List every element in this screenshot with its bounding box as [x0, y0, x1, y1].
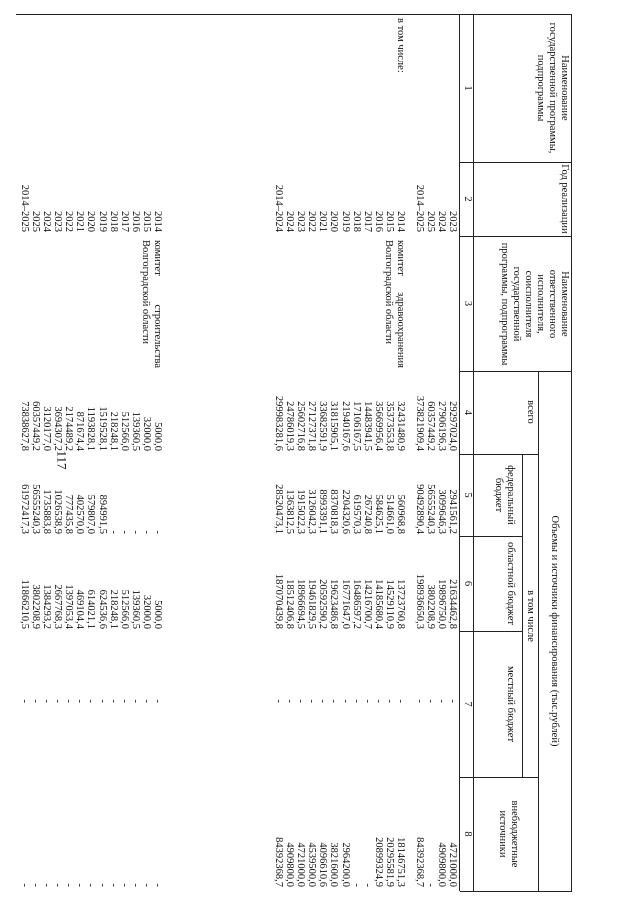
section1-year: 2014–2025	[413, 184, 425, 232]
section3-extra: -	[118, 883, 130, 887]
section2-local: -	[295, 699, 307, 703]
section1-regional: 19896750,0	[435, 579, 447, 629]
section3-local: -	[129, 699, 141, 703]
section3-total: 3694307,2	[52, 406, 64, 451]
section1-extra: 84392368,7	[413, 837, 425, 887]
section2-year: 2019	[339, 211, 351, 232]
section3-year: 2021	[74, 211, 86, 232]
col-number-row-border	[459, 14, 460, 891]
section3-total-col	[19, 371, 163, 451]
section3-years	[19, 162, 163, 232]
section3-total: 73838627,8	[18, 401, 30, 451]
table-top-border	[571, 14, 572, 891]
section2-federal-col	[273, 454, 406, 534]
section2-federal: 3126042,3	[306, 489, 318, 534]
section3-total: 218248,1	[107, 411, 119, 451]
section3-year: 2019	[96, 211, 108, 232]
section2-local: -	[306, 699, 318, 703]
section3-regional: 218248,1	[107, 589, 119, 629]
section3-regional: 139360,5	[129, 589, 141, 629]
section2-year: 2016	[372, 211, 384, 232]
section1-years	[414, 162, 458, 232]
section3-year: 2020	[85, 211, 97, 232]
section2-regional-col	[273, 536, 406, 629]
section3-extra: -	[129, 883, 141, 887]
section2-total: 14483941,5	[361, 401, 373, 451]
section2-extra: 4721000,0	[295, 842, 307, 887]
section3-extra: -	[41, 883, 53, 887]
section2-local: -	[284, 699, 296, 703]
section3-total: 3120177,0	[41, 406, 53, 451]
section3-regional: 1384293,2	[41, 584, 53, 629]
section2-regional: 19623486,8	[328, 579, 340, 629]
section2-years	[273, 162, 406, 232]
section3-federal: 61972417,3	[18, 484, 30, 534]
col-number-3: 3	[462, 300, 473, 307]
section2-year: 2014	[395, 211, 406, 232]
section3-extra-col	[19, 777, 163, 887]
section2-total: 24786019,3	[284, 401, 296, 451]
section2-regional: 20592590,2	[317, 579, 329, 629]
section1-local: -	[424, 699, 436, 703]
section2-federal: 1363812,5	[284, 489, 296, 534]
section1-regional: 3802208,9	[424, 584, 436, 629]
section3-year: 2015	[140, 211, 152, 232]
section2-year: 2024	[284, 211, 296, 232]
section3-local: -	[63, 699, 75, 703]
header-regional: областной бюджет	[505, 542, 516, 625]
section1-federal: 56555240,3	[424, 484, 436, 534]
table-left-border	[460, 14, 572, 15]
section3-regional: 3802208,9	[29, 584, 41, 629]
section2-extra: 4539500,0	[306, 842, 318, 887]
section1-local: -	[413, 699, 425, 703]
section3-local: -	[118, 699, 130, 703]
section1-local-col	[414, 631, 458, 703]
section3-extra: -	[107, 883, 119, 887]
section2-year: 2017	[361, 211, 373, 232]
header-extra: внебюджетные источники	[497, 800, 520, 868]
section2-extra: -	[361, 883, 373, 887]
section3-local: -	[140, 699, 152, 703]
section2-local: -	[328, 699, 340, 703]
section3-federal: 579807,0	[85, 494, 97, 534]
section2-total: 17106167,5	[350, 401, 362, 451]
section2-federal: 28520473,1	[272, 484, 284, 534]
funding-group-divider	[538, 371, 539, 891]
section3-local: -	[18, 699, 30, 703]
section2-regional: 19461829,5	[306, 579, 318, 629]
col-number-6: 6	[462, 580, 473, 587]
section3-local: -	[29, 699, 41, 703]
section1-year: 2025	[424, 211, 436, 232]
header-funding-group: Объемы и источники финансирования (тыс.рублей)	[549, 515, 560, 747]
section3-total: 5000,0	[152, 422, 163, 451]
header-total: всего	[525, 400, 536, 424]
section2-federal: 1915022,3	[295, 489, 307, 534]
section2-regional: 14216700,7	[361, 579, 373, 629]
section2-extra: -	[350, 883, 362, 887]
section3-extra: -	[63, 883, 75, 887]
section2-regional: 14529110,9	[383, 579, 395, 629]
section3-total: 60357449,2	[29, 401, 41, 451]
section3-local: -	[152, 699, 163, 703]
header-incl: в том числе	[525, 590, 536, 642]
section1-total: 29297024,0	[447, 401, 458, 451]
section3-local: -	[74, 699, 86, 703]
section3-total: 1519528,1	[96, 406, 108, 451]
section1-total: 27906196,3	[435, 401, 447, 451]
section3-regional: 469104,4	[74, 589, 86, 629]
section2-total: 32431480,9	[395, 401, 406, 451]
section3-total: 139360,5	[129, 411, 141, 451]
section2-total: 25602716,8	[295, 401, 307, 451]
section2-federal: 514661,0	[383, 494, 395, 534]
col-divider-2	[460, 236, 572, 237]
header-bottom-border	[473, 14, 474, 891]
section1-federal: 3099646,3	[435, 489, 447, 534]
section1-federal-col	[414, 454, 458, 534]
col-number-8: 8	[462, 831, 473, 837]
section2-year: 2020	[328, 211, 340, 232]
section1-year: 2024	[435, 211, 447, 232]
section3-regional: 512566,0	[118, 589, 130, 629]
section3-year: 2016	[129, 211, 141, 232]
col-number-1: 1	[462, 85, 473, 91]
section3-extra: -	[52, 883, 64, 887]
section2-local: -	[383, 699, 395, 703]
section2-total: 299983281,6	[272, 395, 284, 451]
section3-extra: -	[18, 883, 30, 887]
section3-federal: 1026538,9	[52, 489, 64, 534]
section2-federal: 8993391,1	[317, 489, 329, 534]
section1-extra-col	[414, 777, 458, 887]
section3-federal: -	[129, 530, 141, 534]
section1-federal: 90492890,4	[413, 484, 425, 534]
section2-local: -	[350, 699, 362, 703]
section3-year: 2014	[152, 211, 163, 232]
section2-extra: 4909800,0	[284, 842, 296, 887]
section3-federal: 1735883,8	[41, 489, 53, 534]
section2-regional: 16486597,2	[350, 579, 362, 629]
section3-federal: 777435,8	[63, 494, 75, 534]
section1-federal: 2941561,2	[447, 489, 458, 534]
section3-extra: -	[29, 883, 41, 887]
section2-regional: 16771647,0	[339, 579, 351, 629]
funding-table	[16, 14, 572, 894]
section1-extra: -	[424, 883, 436, 887]
col-divider-3	[460, 371, 572, 372]
section3-local: -	[52, 699, 64, 703]
section2-year: 2021	[317, 211, 329, 232]
section3-total: 2174489,2	[63, 406, 75, 451]
section3-total: 32000,0	[140, 416, 152, 451]
section2-total: 35669956,4	[372, 401, 384, 451]
section1-local: -	[435, 699, 447, 703]
section1-extra: 4721000,0	[447, 842, 458, 887]
col-divider-1	[460, 162, 572, 163]
section3-federal: -	[107, 530, 119, 534]
section2-federal: 8370818,3	[328, 489, 340, 534]
section3-regional: 32000,0	[140, 594, 152, 629]
section3-year: 2018	[107, 211, 119, 232]
section3-federal: 402570,0	[74, 494, 86, 534]
section3-regional-col	[19, 536, 163, 629]
section1-year: 2023	[447, 211, 458, 232]
section2-regional: 18966694,5	[295, 579, 307, 629]
section1-total-col	[414, 371, 458, 451]
header-federal: федеральный бюджет	[493, 465, 516, 525]
section1-total: 60357449,2	[424, 401, 436, 451]
section2-extra: 84392368,7	[272, 837, 284, 887]
section3-regional: 5000,0	[152, 600, 163, 629]
page-number: 117	[54, 450, 70, 470]
section2-local: -	[372, 699, 384, 703]
section1-extra: 4909800,0	[435, 842, 447, 887]
section3-total: 1193828,1	[85, 406, 97, 451]
section3-executor: комитет строительства Волгоградской области	[140, 240, 163, 368]
section2-extra: 20295581,9	[383, 837, 395, 887]
section2-total: 33682591,9	[317, 401, 329, 451]
section3-year: 2017	[118, 211, 130, 232]
section3-year: 2024	[41, 211, 53, 232]
col-number-4: 4	[462, 409, 473, 416]
section2-year: 2014–2024	[272, 184, 284, 232]
section2-federal: 619570,3	[350, 494, 362, 534]
section2-federal: 560968,8	[395, 494, 406, 534]
section3-extra: -	[74, 883, 86, 887]
section3-federal: -	[118, 530, 130, 534]
section3-regional: 2667768,3	[52, 584, 64, 629]
section3-year: 2022	[63, 211, 75, 232]
section2-extra: 2964200,0	[339, 842, 351, 887]
section2-regional: 14185680,4	[372, 579, 384, 629]
section2-local: -	[317, 699, 329, 703]
section2-local: -	[395, 699, 406, 703]
section2-regional: 13723760,8	[395, 579, 406, 629]
section3-federal: -	[140, 530, 152, 534]
section3-year: 2025	[29, 211, 41, 232]
section1-regional: 198936650,3	[413, 573, 425, 629]
section3-regional: 624536,6	[96, 589, 108, 629]
section2-local: -	[339, 699, 351, 703]
section3-regional: 614021,1	[85, 589, 97, 629]
col-number-7: 7	[462, 701, 473, 707]
section2-year: 2023	[295, 211, 307, 232]
section2-total-col	[273, 371, 406, 451]
section3-federal: 894991,5	[96, 494, 108, 534]
section2-federal: 584625,1	[372, 494, 384, 534]
section1-regional-col	[414, 536, 458, 629]
section2-local: -	[361, 699, 373, 703]
header-program-name: Наименование государственной программы, подпрограммы	[535, 22, 570, 154]
section3-regional: 11866210,5	[18, 579, 30, 629]
section3-total: 512566,0	[118, 411, 130, 451]
section2-extra: 20899324,9	[372, 837, 384, 887]
section3-local: -	[96, 699, 108, 703]
section3-extra: -	[96, 883, 108, 887]
section2-regional: 187070439,8	[272, 573, 284, 629]
section3-extra: -	[140, 883, 152, 887]
section1-regional: 21634462,8	[447, 579, 458, 629]
section3-local: -	[41, 699, 53, 703]
section3-federal-col	[19, 454, 163, 534]
section2-extra: 3821600,0	[328, 842, 340, 887]
section2-total: 31815905,1	[328, 401, 340, 451]
section3-year: 2014–2025	[18, 184, 30, 232]
section3-regional: 1397053,4	[63, 584, 75, 629]
section2-federal: 2204320,6	[339, 489, 351, 534]
section2-label: в том числе:	[395, 18, 406, 73]
section3-extra: -	[152, 883, 163, 887]
section2-total: 21940167,6	[339, 401, 351, 451]
section2-extra: 4096610,6	[317, 842, 329, 887]
section2-local: -	[272, 699, 284, 703]
section3-federal: -	[152, 530, 163, 534]
section3-total: 871674,4	[74, 411, 86, 451]
header-executor: Наименование ответственного исполнителя, соисполнителя государственной программы, подпрограммы	[499, 242, 570, 366]
section1-local: -	[447, 699, 458, 703]
section2-federal: 267240,8	[361, 494, 373, 534]
header-year: Год реализации	[559, 164, 570, 234]
section2-year: 2018	[350, 211, 362, 232]
section2-year: 2022	[306, 211, 318, 232]
section3-year: 2023	[52, 211, 64, 232]
section2-year: 2015	[383, 211, 395, 232]
incl-divider	[522, 454, 523, 777]
section3-local: -	[107, 699, 119, 703]
header-local: местный бюджет	[505, 665, 516, 743]
section3-local-col	[19, 631, 163, 703]
body-left-border	[16, 14, 460, 15]
col-number-2: 2	[462, 196, 473, 202]
section2-total: 27127371,8	[306, 401, 318, 451]
section2-extra: 18146751,3	[395, 837, 406, 887]
section3-local: -	[85, 699, 97, 703]
section1-total: 373821909,4	[413, 395, 425, 451]
section2-total: 35373553,8	[383, 401, 395, 451]
section2-local-col	[273, 631, 406, 703]
section2-executor: комитет здравоохранения Волгоградской области	[383, 240, 406, 368]
section2-extra-col	[273, 777, 406, 887]
section3-federal: 56555240,3	[29, 484, 41, 534]
col-number-5: 5	[462, 492, 473, 498]
section3-extra: -	[85, 883, 97, 887]
table-right-border	[460, 891, 572, 892]
section2-regional: 18512406,8	[284, 579, 296, 629]
